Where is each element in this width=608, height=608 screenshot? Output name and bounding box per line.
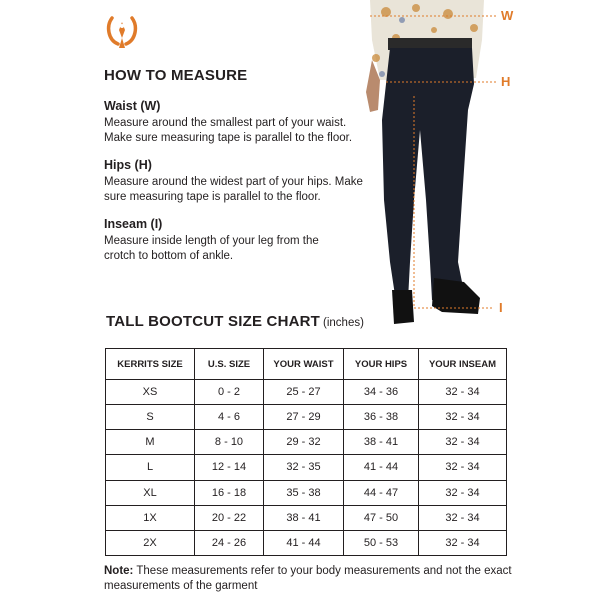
footnote [104,564,524,594]
how-to-measure-title: HOW TO MEASURE [104,67,248,84]
table-cell: 32 - 34 [419,430,507,455]
table-cell: 36 - 38 [344,405,419,430]
table-cell: 8 - 10 [195,430,264,455]
table-cell: 24 - 26 [195,530,264,555]
table-cell: 32 - 34 [419,480,507,505]
table-cell: 32 - 35 [264,455,344,480]
table-header-row [106,349,507,380]
table-cell: 44 - 47 [344,480,419,505]
table-cell: 32 - 34 [419,505,507,530]
table-cell: 38 - 41 [264,505,344,530]
waist-heading: Waist (W) [104,99,161,113]
table-cell: 16 - 18 [195,480,264,505]
column-header: YOUR HIPS [344,349,419,380]
table-cell: 32 - 34 [419,405,507,430]
inseam-marker: I [499,300,503,315]
table-cell: 32 - 34 [419,380,507,405]
size-chart-title [106,313,364,330]
table-row [106,405,507,430]
table-cell: XS [106,380,195,405]
table-cell: 32 - 34 [419,455,507,480]
hips-heading: Hips (H) [104,158,152,172]
table-cell: 0 - 2 [195,380,264,405]
note-text: These measurements refer to your body measurements and not the exact measurements of the garment [104,565,512,592]
table-cell: 38 - 41 [344,430,419,455]
hips-instructions: Measure around the widest part of your hips. Make sure measuring tape is parallel to the floor. [104,176,363,203]
inseam-instructions: Measure inside length of your leg from the crotch to bottom of ankle. [104,235,319,262]
table-cell: 41 - 44 [344,455,419,480]
table-cell: 1X [106,505,195,530]
column-header: KERRITS SIZE [106,349,195,380]
table-row [106,530,507,555]
table-cell: 29 - 32 [264,430,344,455]
table-cell: 34 - 36 [344,380,419,405]
waist-instructions: Measure around the smallest part of your waist. Make sure measuring tape is parallel to the floor. [104,117,353,144]
brand-logo-icon [104,14,140,52]
table-cell: S [106,405,195,430]
table-row [106,505,507,530]
table-cell: 12 - 14 [195,455,264,480]
table-row [106,455,507,480]
table-cell: 2X [106,530,195,555]
table-cell: 41 - 44 [264,530,344,555]
table-cell: 20 - 22 [195,505,264,530]
table-cell: 25 - 27 [264,380,344,405]
model-figure [356,0,496,335]
column-header: YOUR WAIST [264,349,344,380]
table-cell: M [106,430,195,455]
inseam-heading: Inseam (I) [104,217,163,231]
waist-marker: W [501,8,514,23]
table-cell: XL [106,480,195,505]
table-cell: 4 - 6 [195,405,264,430]
table-row [106,480,507,505]
table-cell: 27 - 29 [264,405,344,430]
table-row [106,380,507,405]
table-cell: 50 - 53 [344,530,419,555]
size-chart-unit: (inches) [323,317,364,329]
table-cell: 32 - 34 [419,530,507,555]
size-chart-table [105,348,507,556]
column-header: U.S. SIZE [195,349,264,380]
column-header: YOUR INSEAM [419,349,507,380]
hips-marker: H [501,74,511,89]
note-label: Note: [104,565,134,577]
size-chart-title-text: TALL BOOTCUT SIZE CHART [106,313,321,330]
table-cell: 47 - 50 [344,505,419,530]
table-cell: L [106,455,195,480]
table-row [106,430,507,455]
table-cell: 35 - 38 [264,480,344,505]
